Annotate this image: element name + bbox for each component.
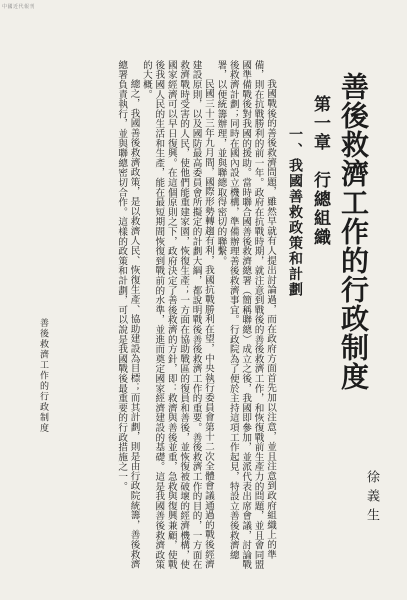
watermark: 中國近代報刊 <box>2 4 36 10</box>
author-name: 徐義生 <box>364 470 379 527</box>
body-text <box>115 60 276 572</box>
paragraph-3: 總之，我國善後救濟政策，是以救濟人民、恢復生產、協助建設為目標；而其計劃，則是由行政院統籌，善後救濟總署負責執行，並與聯總密切合作。這樣的政策和計劃，可以說是我國戰後最重要的行政措施之一。 <box>116 60 140 570</box>
running-head: 善後救濟工作的行政制度 <box>38 318 48 434</box>
article-title: 善後救濟工作的行政制度 <box>337 72 370 391</box>
chapter-heading: 第一章 行總組織 <box>310 95 330 247</box>
paragraph-1: 我國戰後的善後救濟問題，雖然早就有人提出討論過，而在政府方面首先加以注意，並且注意到政府組織上的準備，則在抗戰勝利的前一年。政府在抗戰時期，就注意到戰後的善後救濟工作，和恢復戰前生產力的問題，並且會同盟國準備戰後對我國的援助。當時聯合國善後救濟總署（簡稱聯總）成立之後，我國即參加，並派代表出席會議，討論戰後救濟計劃；同時在國內設立機構，準備辦理善後救濟事宜。行政院為了便於主持這項工作起見，特設立善後救濟總署，以便統籌辦理，並與聯總取得密切的聯繫。 <box>215 60 276 570</box>
section-heading: 一、我國善救政策和計劃 <box>287 127 303 298</box>
paragraph-2: 民國三十三年九月間，國際形勢轉趨有利，我國抗戰勝利在望，中央執行委員會第十二次全體會議通過的戰後經濟建設原則，以及國防最高委員會所擬定的計劃大綱，都說明戰後善後救濟工作的重要。善後救濟工作的目的，一方面在救濟戰時受害的人民，使他們能重建家園，恢復生產；一方面在協助戰區的復員和善後，並恢復被破壞的經濟機構，使國家經濟可以早日復興。在這個原則之下，政府決定了善後救濟的方針，即：救濟與善後並重，急救與復興兼顧，使戰後我國人民的生活和生產，能在最短期間恢復到戰前的水準，並進而奠定國家經濟建設的基礎。這是我國善後救濟政策的大概。 <box>140 60 214 570</box>
